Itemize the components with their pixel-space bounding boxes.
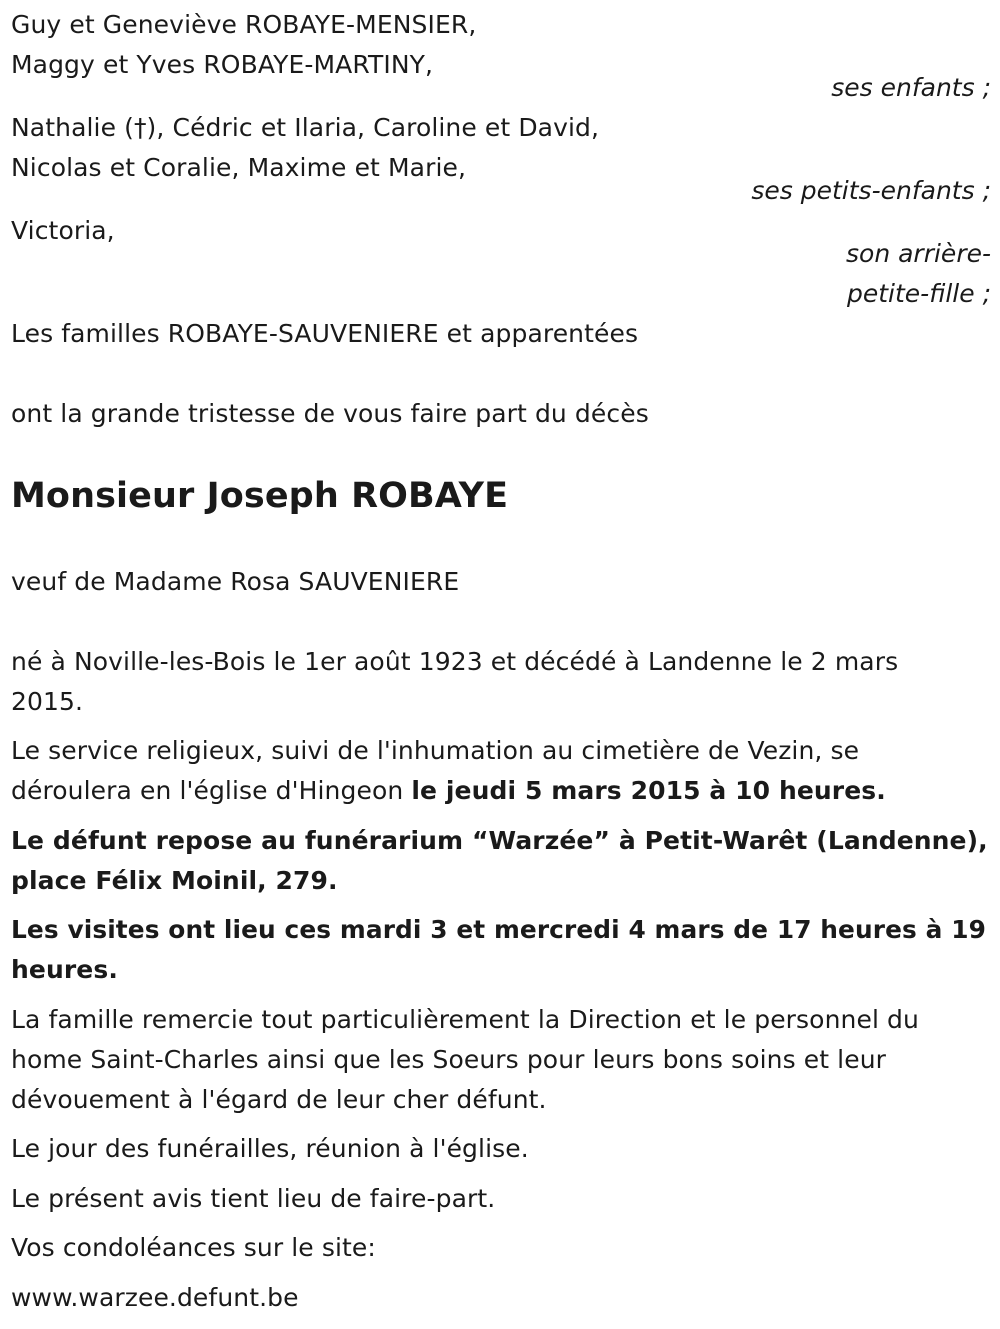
service-datetime: le jeudi 5 mars 2015 à 10 heures. (411, 776, 886, 805)
thanks-line-2: home Saint-Charles ainsi que les Soeurs pour leurs bons soins et leur (11, 1045, 887, 1074)
great-grandchild-role-line-1: son arrière- (846, 239, 991, 268)
service-line-2 (11, 776, 886, 806)
website-link[interactable]: www.warzee.defunt.be (11, 1283, 299, 1312)
children-line-1: Guy et Geneviève ROBAYE-MENSIER, (11, 10, 477, 39)
grandchildren-line-2: Nicolas et Coralie, Maxime et Marie, (11, 153, 467, 182)
funerarium-line-1: Le défunt repose au funérarium “Warzée” à Petit-Warêt (Landenne), (11, 826, 988, 855)
widower-line: veuf de Madame Rosa SAUVENIERE (11, 567, 460, 596)
gathering-line: Le jour des funérailles, réunion à l'église. (11, 1134, 529, 1163)
visits-line-1: Les visites ont lieu ces mardi 3 et mercredi 4 mars de 17 heures à 19 (11, 915, 986, 944)
service-line-2-regular: déroulera en l'église d'Hingeon (11, 776, 412, 805)
children-line-2: Maggy et Yves ROBAYE-MARTINY, (11, 50, 434, 79)
notice-line: Le présent avis tient lieu de faire-part. (11, 1184, 496, 1213)
birth-death-line-1: né à Noville-les-Bois le 1er août 1923 et décédé à Landenne le 2 mars (11, 647, 899, 676)
families-line: Les familles ROBAYE-SAUVENIERE et apparentées (11, 319, 639, 348)
thanks-line-3: dévouement à l'égard de leur cher défunt. (11, 1085, 547, 1114)
funerarium-line-2: place Félix Moinil, 279. (11, 866, 338, 895)
deceased-name: Monsieur Joseph ROBAYE (11, 476, 509, 516)
children-role: ses enfants ; (831, 73, 991, 102)
service-line-1: Le service religieux, suivi de l'inhumation au cimetière de Vezin, se (11, 736, 860, 765)
grandchildren-line-1: Nathalie (†), Cédric et Ilaria, Caroline et David, (11, 113, 600, 142)
birth-death-line-2: 2015. (11, 687, 84, 716)
visits-line-2: heures. (11, 955, 118, 984)
announcement-intro: ont la grande tristesse de vous faire part du décès (11, 399, 649, 428)
obituary-notice (11, 0, 991, 1329)
great-grandchild-role-line-2: petite-fille ; (847, 279, 991, 308)
grandchildren-role: ses petits-enfants ; (751, 176, 991, 205)
condolences-label: Vos condoléances sur le site: (11, 1233, 376, 1262)
thanks-line-1: La famille remercie tout particulièrement la Direction et le personnel du (11, 1005, 919, 1034)
great-grandchild: Victoria, (11, 216, 115, 245)
